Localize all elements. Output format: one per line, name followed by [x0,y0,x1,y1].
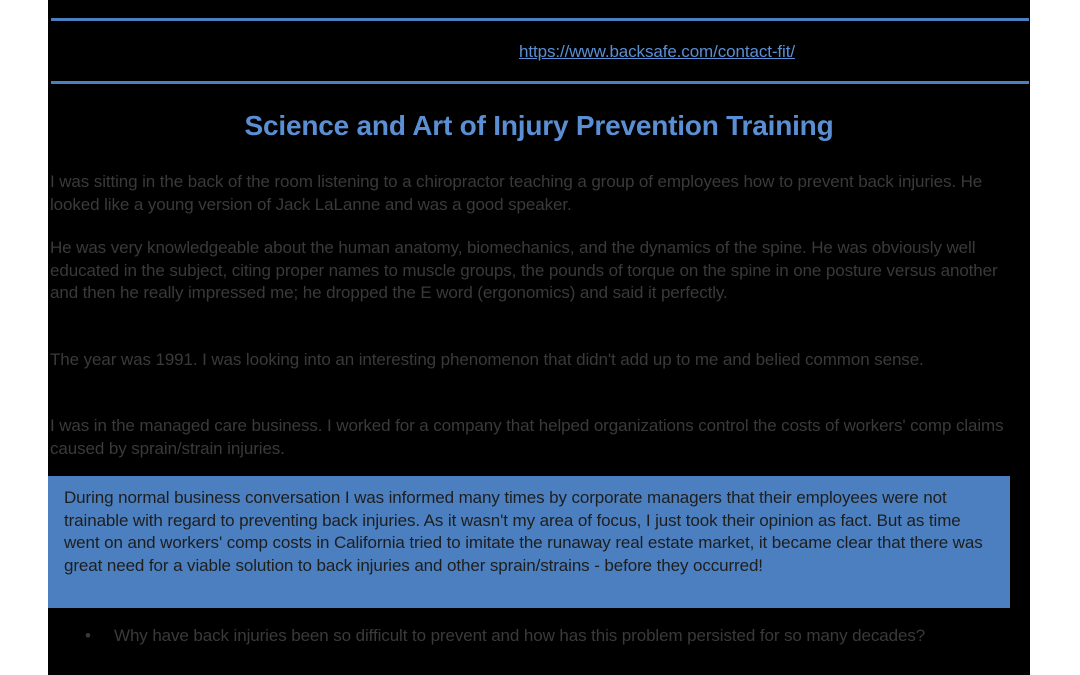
paragraph-1: I was sitting in the back of the room listening to a chiropractor teaching a group of employees how to prevent back injuries. He looked like a young version of Jack LaLanne and was a good speaker. [50,172,983,214]
contact-link[interactable]: https://www.backsafe.com/contact-fit/ [519,42,795,61]
document-page [48,0,1030,675]
bullet-list [48,625,1030,648]
top-divider [51,18,1029,21]
list-item [48,625,984,648]
paragraph-3: The year was 1991. I was looking into an interesting phenomenon that didn't add up to me and belied common sense. [50,350,924,369]
bullet-icon: • [85,626,91,645]
callout-box [48,476,1010,608]
header-divider [51,81,1029,84]
callout-text: During normal business conversation I was informed many times by corporate managers that their employees were not trainable with regard to preventing back injuries. As it wasn't my area of focus, I just took their opinion as fact. But as time went on and workers' comp costs in California tried to imitate the runaway real estate market, it became clear that there was great need for a viable solution to back injuries and other sprain/strains - before they occurred! [64,488,983,575]
bullet-text: Why have back injuries been so difficult to prevent and how has this problem persisted for so many decades? [114,626,926,645]
paragraph-4: I was in the managed care business. I worked for a company that helped organizations control the costs of workers' comp claims caused by sprain/strain injuries. [50,416,1004,458]
paragraph-2: He was very knowledgeable about the human anatomy, biomechanics, and the dynamics of the spine. He was obviously well educated in the subject, citing proper names to muscle groups, the pounds of torque on the spine in one posture versus another and then he really impressed me; he dropped the E word (ergonomics) and said it perfectly. [50,238,998,302]
article-title: Science and Art of Injury Prevention Training [244,110,834,141]
